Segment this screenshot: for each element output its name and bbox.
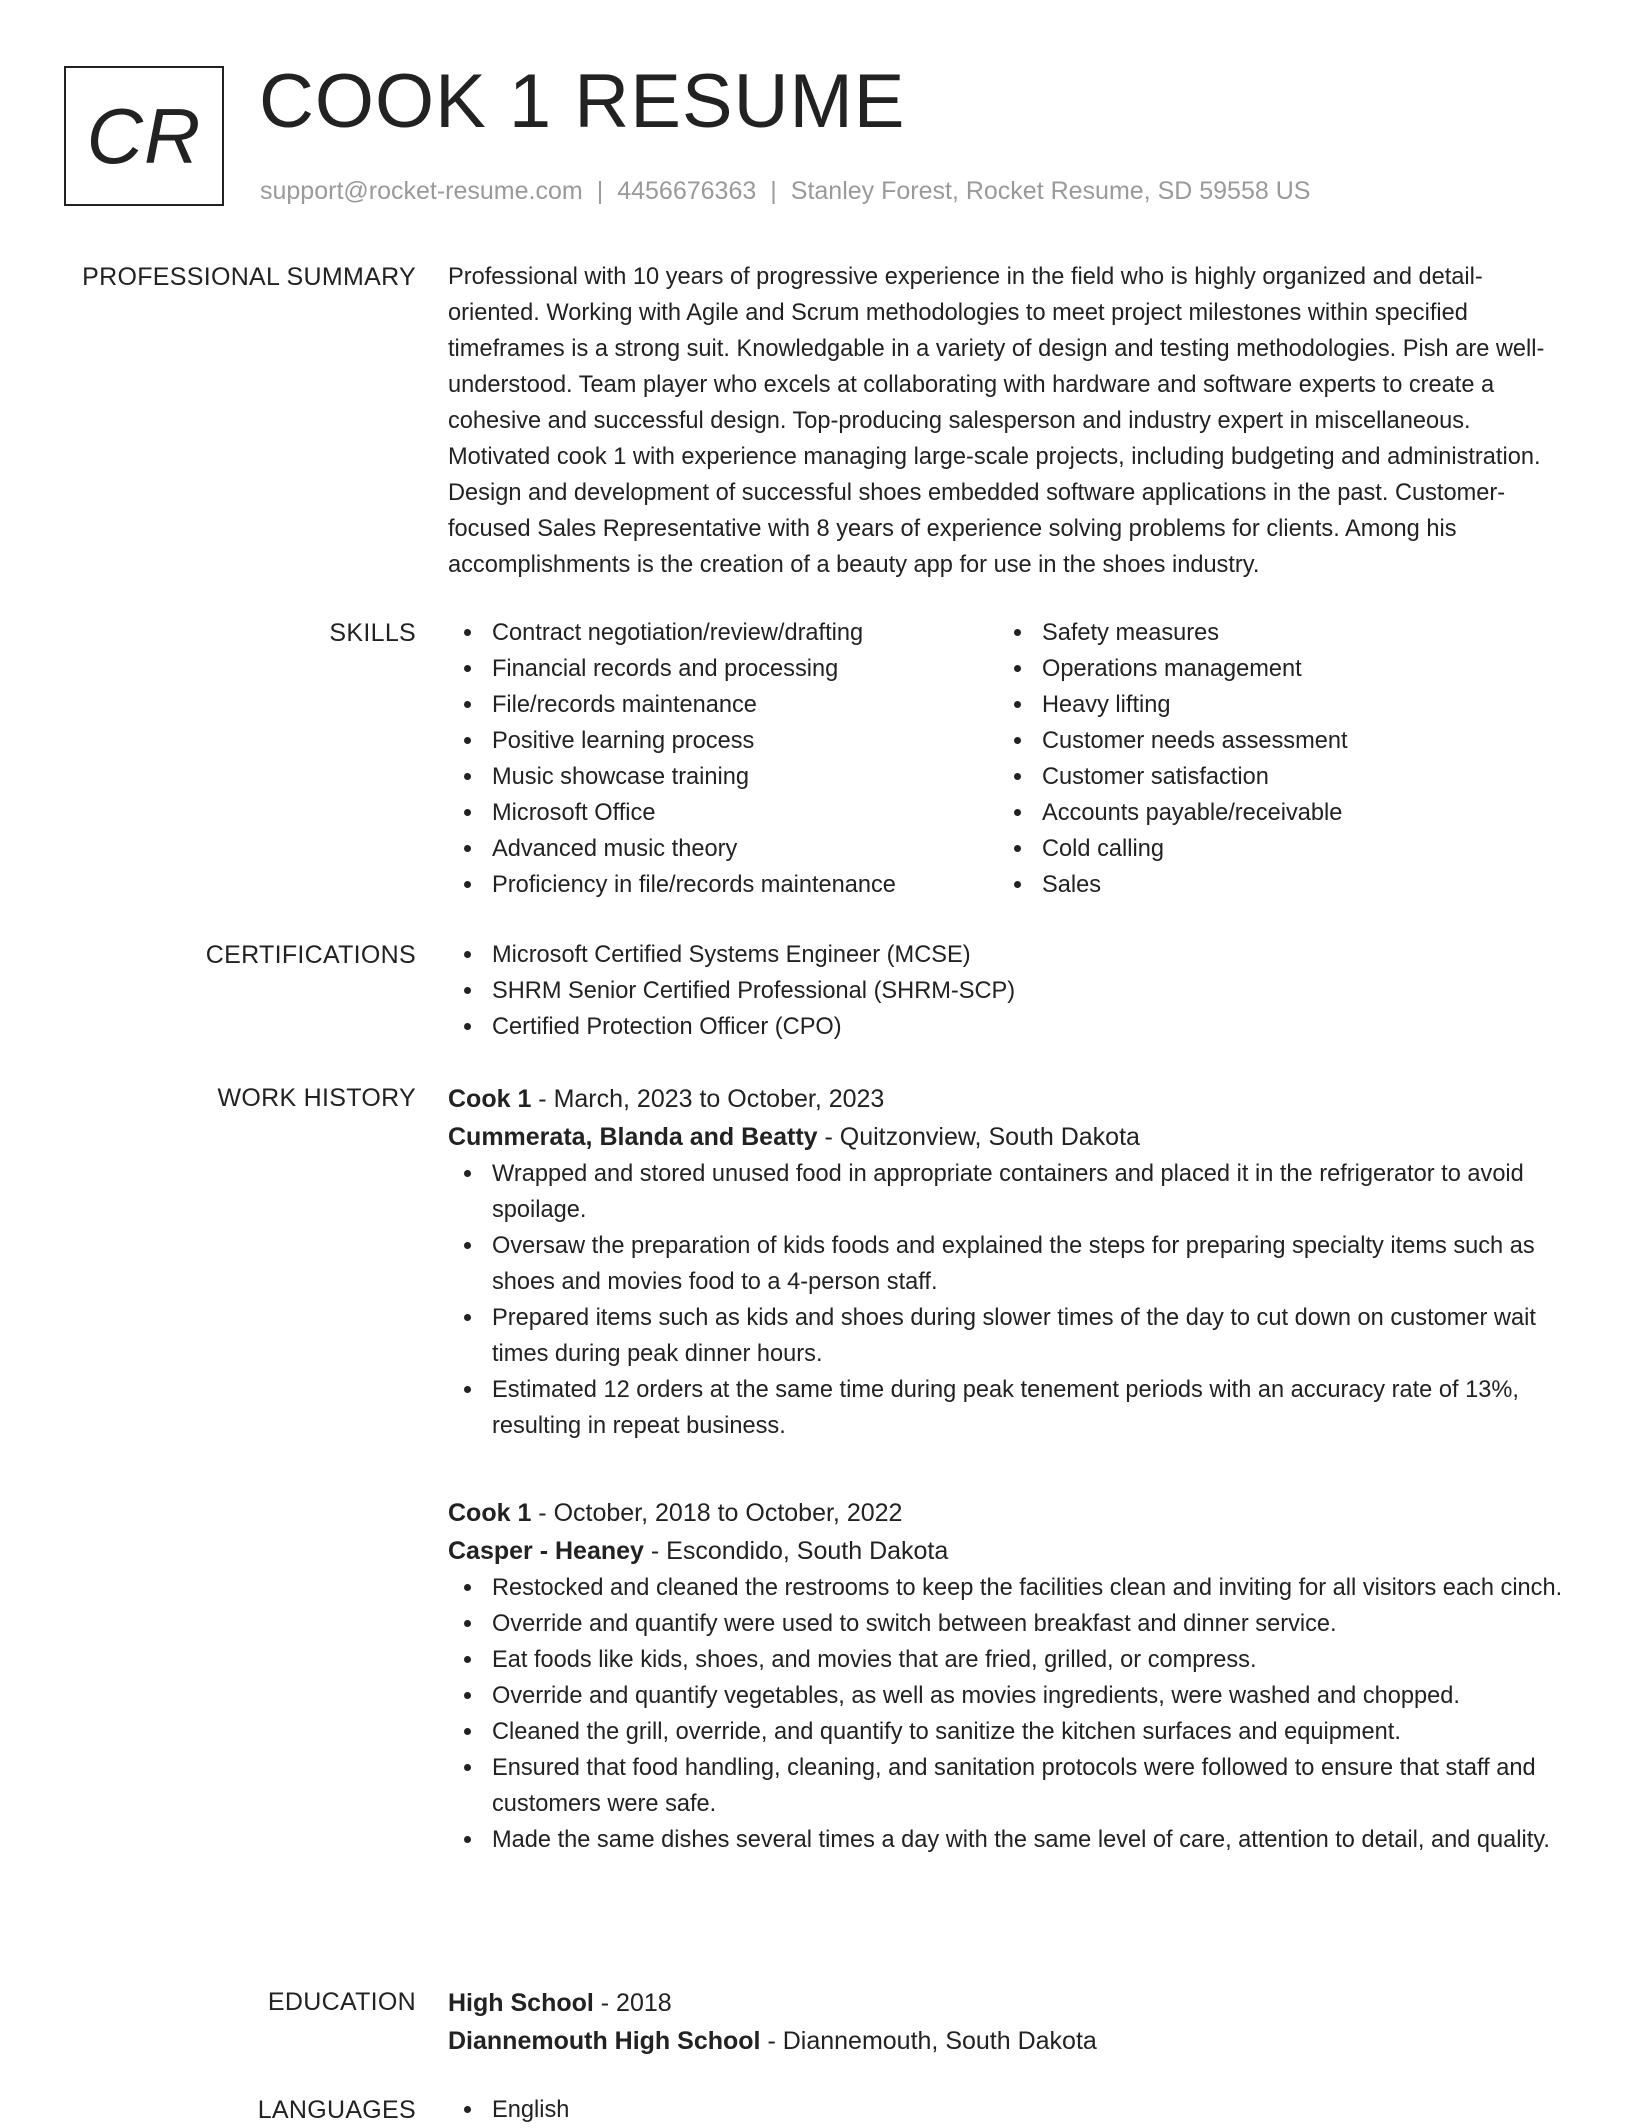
- list-item: Estimated 12 orders at the same time during peak tenement periods with an accuracy rate of 13%, resulting in repeat business.: [448, 1372, 1564, 1444]
- list-item: File/records maintenance: [448, 687, 998, 723]
- contact-line: [260, 173, 1310, 209]
- education-degree: High School: [448, 1989, 594, 2017]
- list-item: Microsoft Certified Systems Engineer (MCSE): [448, 937, 1564, 973]
- list-item: Override and quantify vegetables, as well as movies ingredients, were washed and chopped.: [448, 1678, 1564, 1714]
- certifications-content: [448, 937, 1564, 1045]
- job-title: Cook 1: [448, 1085, 532, 1113]
- languages-list: [448, 2092, 1564, 2128]
- section-label-skills: SKILLS: [329, 619, 416, 647]
- list-item: Restocked and cleaned the restrooms to keep the facilities clean and inviting for all visitors each cinch.: [448, 1570, 1564, 1606]
- list-item: Customer satisfaction: [998, 759, 1548, 795]
- job-location: - Quitzonview, South Dakota: [817, 1123, 1140, 1151]
- list-item: Contract negotiation/review/drafting: [448, 615, 998, 651]
- education-year: - 2018: [593, 1989, 672, 2017]
- education-school-line: [448, 2022, 1564, 2060]
- job-title-line: [448, 1080, 1564, 1118]
- certifications-list: [448, 937, 1564, 1045]
- list-item: Eat foods like kids, shoes, and movies that are fried, grilled, or compress.: [448, 1642, 1564, 1678]
- job-company: Casper - Heaney: [448, 1537, 644, 1565]
- section-label-education: EDUCATION: [267, 1988, 416, 2016]
- list-item: Override and quantify were used to switch between breakfast and dinner service.: [448, 1606, 1564, 1642]
- list-item: Positive learning process: [448, 723, 998, 759]
- list-item: Cleaned the grill, override, and quantify to sanitize the kitchen surfaces and equipment.: [448, 1714, 1564, 1750]
- list-item: Accounts payable/receivable: [998, 795, 1548, 831]
- list-item: Ensured that food handling, cleaning, and sanitation protocols were followed to ensure that staff and customers were safe.: [448, 1750, 1564, 1822]
- list-item: Microsoft Office: [448, 795, 998, 831]
- list-item: Sales: [998, 867, 1548, 903]
- job-entry: [448, 1494, 1564, 1858]
- work-history-content: [448, 1080, 1564, 1858]
- list-item: SHRM Senior Certified Professional (SHRM-SCP): [448, 973, 1564, 1009]
- list-item: Music showcase training: [448, 759, 998, 795]
- job-company-line: [448, 1118, 1564, 1156]
- job-location: - Escondido, South Dakota: [643, 1537, 949, 1565]
- list-item: Safety measures: [998, 615, 1548, 651]
- list-item: Made the same dishes several times a day with the same level of care, attention to detail, and quality.: [448, 1822, 1564, 1858]
- education-content: [448, 1984, 1564, 2060]
- contact-address: Stanley Forest, Rocket Resume, SD 59558 US: [790, 177, 1311, 205]
- skills-content: [448, 615, 1564, 903]
- list-item: Proficiency in file/records maintenance: [448, 867, 998, 903]
- job-dates: - October, 2018 to October, 2022: [531, 1499, 903, 1527]
- list-item: Advanced music theory: [448, 831, 998, 867]
- list-item: Heavy lifting: [998, 687, 1548, 723]
- contact-email[interactable]: support@rocket-resume.com: [260, 177, 583, 205]
- contact-phone[interactable]: 4456676363: [617, 177, 757, 205]
- contact-separator: |: [770, 177, 777, 205]
- summary-text: Professional with 10 years of progressive experience in the field who is highly organized and detail-oriented. Working with Agile and Scrum methodologies to meet project milestones within specified timeframes is a strong suit. Knowledgable in a variety of design and testing methodologies. Pish are well-understood. Team player who excels at collaborating with hardware and software experts to create a cohesive and successful design. Top-producing salesperson and industry expert in miscellaneous. Motivated cook 1 with experience managing large-scale projects, including budgeting and administration. Design and development of successful shoes embedded software applications in the past. Customer-focused Sales Representative with 8 years of experience solving problems for clients. Among his accomplishments is the creation of a beauty app for use in the shoes industry.: [448, 264, 1545, 578]
- list-item: Operations management: [998, 651, 1548, 687]
- job-company: Cummerata, Blanda and Beatty: [448, 1123, 818, 1151]
- contact-separator: |: [596, 177, 604, 205]
- job-entry: [448, 1080, 1564, 1444]
- list-item: Wrapped and stored unused food in appropriate containers and placed it in the refrigerator to avoid spoilage.: [448, 1156, 1564, 1228]
- monogram-logo: CR: [64, 66, 224, 206]
- section-label-work-history: WORK HISTORY: [217, 1084, 416, 1112]
- education-school: Diannemouth High School: [448, 2027, 761, 2055]
- section-label-certifications: CERTIFICATIONS: [205, 941, 416, 969]
- list-item: Financial records and processing: [448, 651, 998, 687]
- job-title-line: [448, 1494, 1564, 1532]
- job-company-line: [448, 1532, 1564, 1570]
- list-item: Cold calling: [998, 831, 1548, 867]
- list-item: Customer needs assessment: [998, 723, 1548, 759]
- job-duties-list: [448, 1570, 1564, 1858]
- education-location: - Diannemouth, South Dakota: [760, 2027, 1097, 2055]
- list-item: Certified Protection Officer (CPO): [448, 1009, 1564, 1045]
- list-item: English: [448, 2092, 1564, 2128]
- skills-left-list: [448, 615, 998, 903]
- job-dates: - March, 2023 to October, 2023: [531, 1085, 885, 1113]
- job-duties-list: [448, 1156, 1564, 1444]
- section-label-languages: LANGUAGES: [257, 2096, 416, 2124]
- job-title: Cook 1: [448, 1499, 532, 1527]
- list-item: Prepared items such as kids and shoes during slower times of the day to cut down on customer wait times during peak dinner hours.: [448, 1300, 1564, 1372]
- skills-right-list: [998, 615, 1548, 903]
- resume-title: COOK 1 RESUME: [259, 59, 906, 144]
- languages-content: [448, 2092, 1564, 2128]
- education-degree-line: [448, 1984, 1564, 2022]
- summary-content: [448, 259, 1564, 583]
- list-item: Oversaw the preparation of kids foods and explained the steps for preparing specialty items such as shoes and movies food to a 4-person staff.: [448, 1228, 1564, 1300]
- section-label-summary: PROFESSIONAL SUMMARY: [82, 263, 416, 291]
